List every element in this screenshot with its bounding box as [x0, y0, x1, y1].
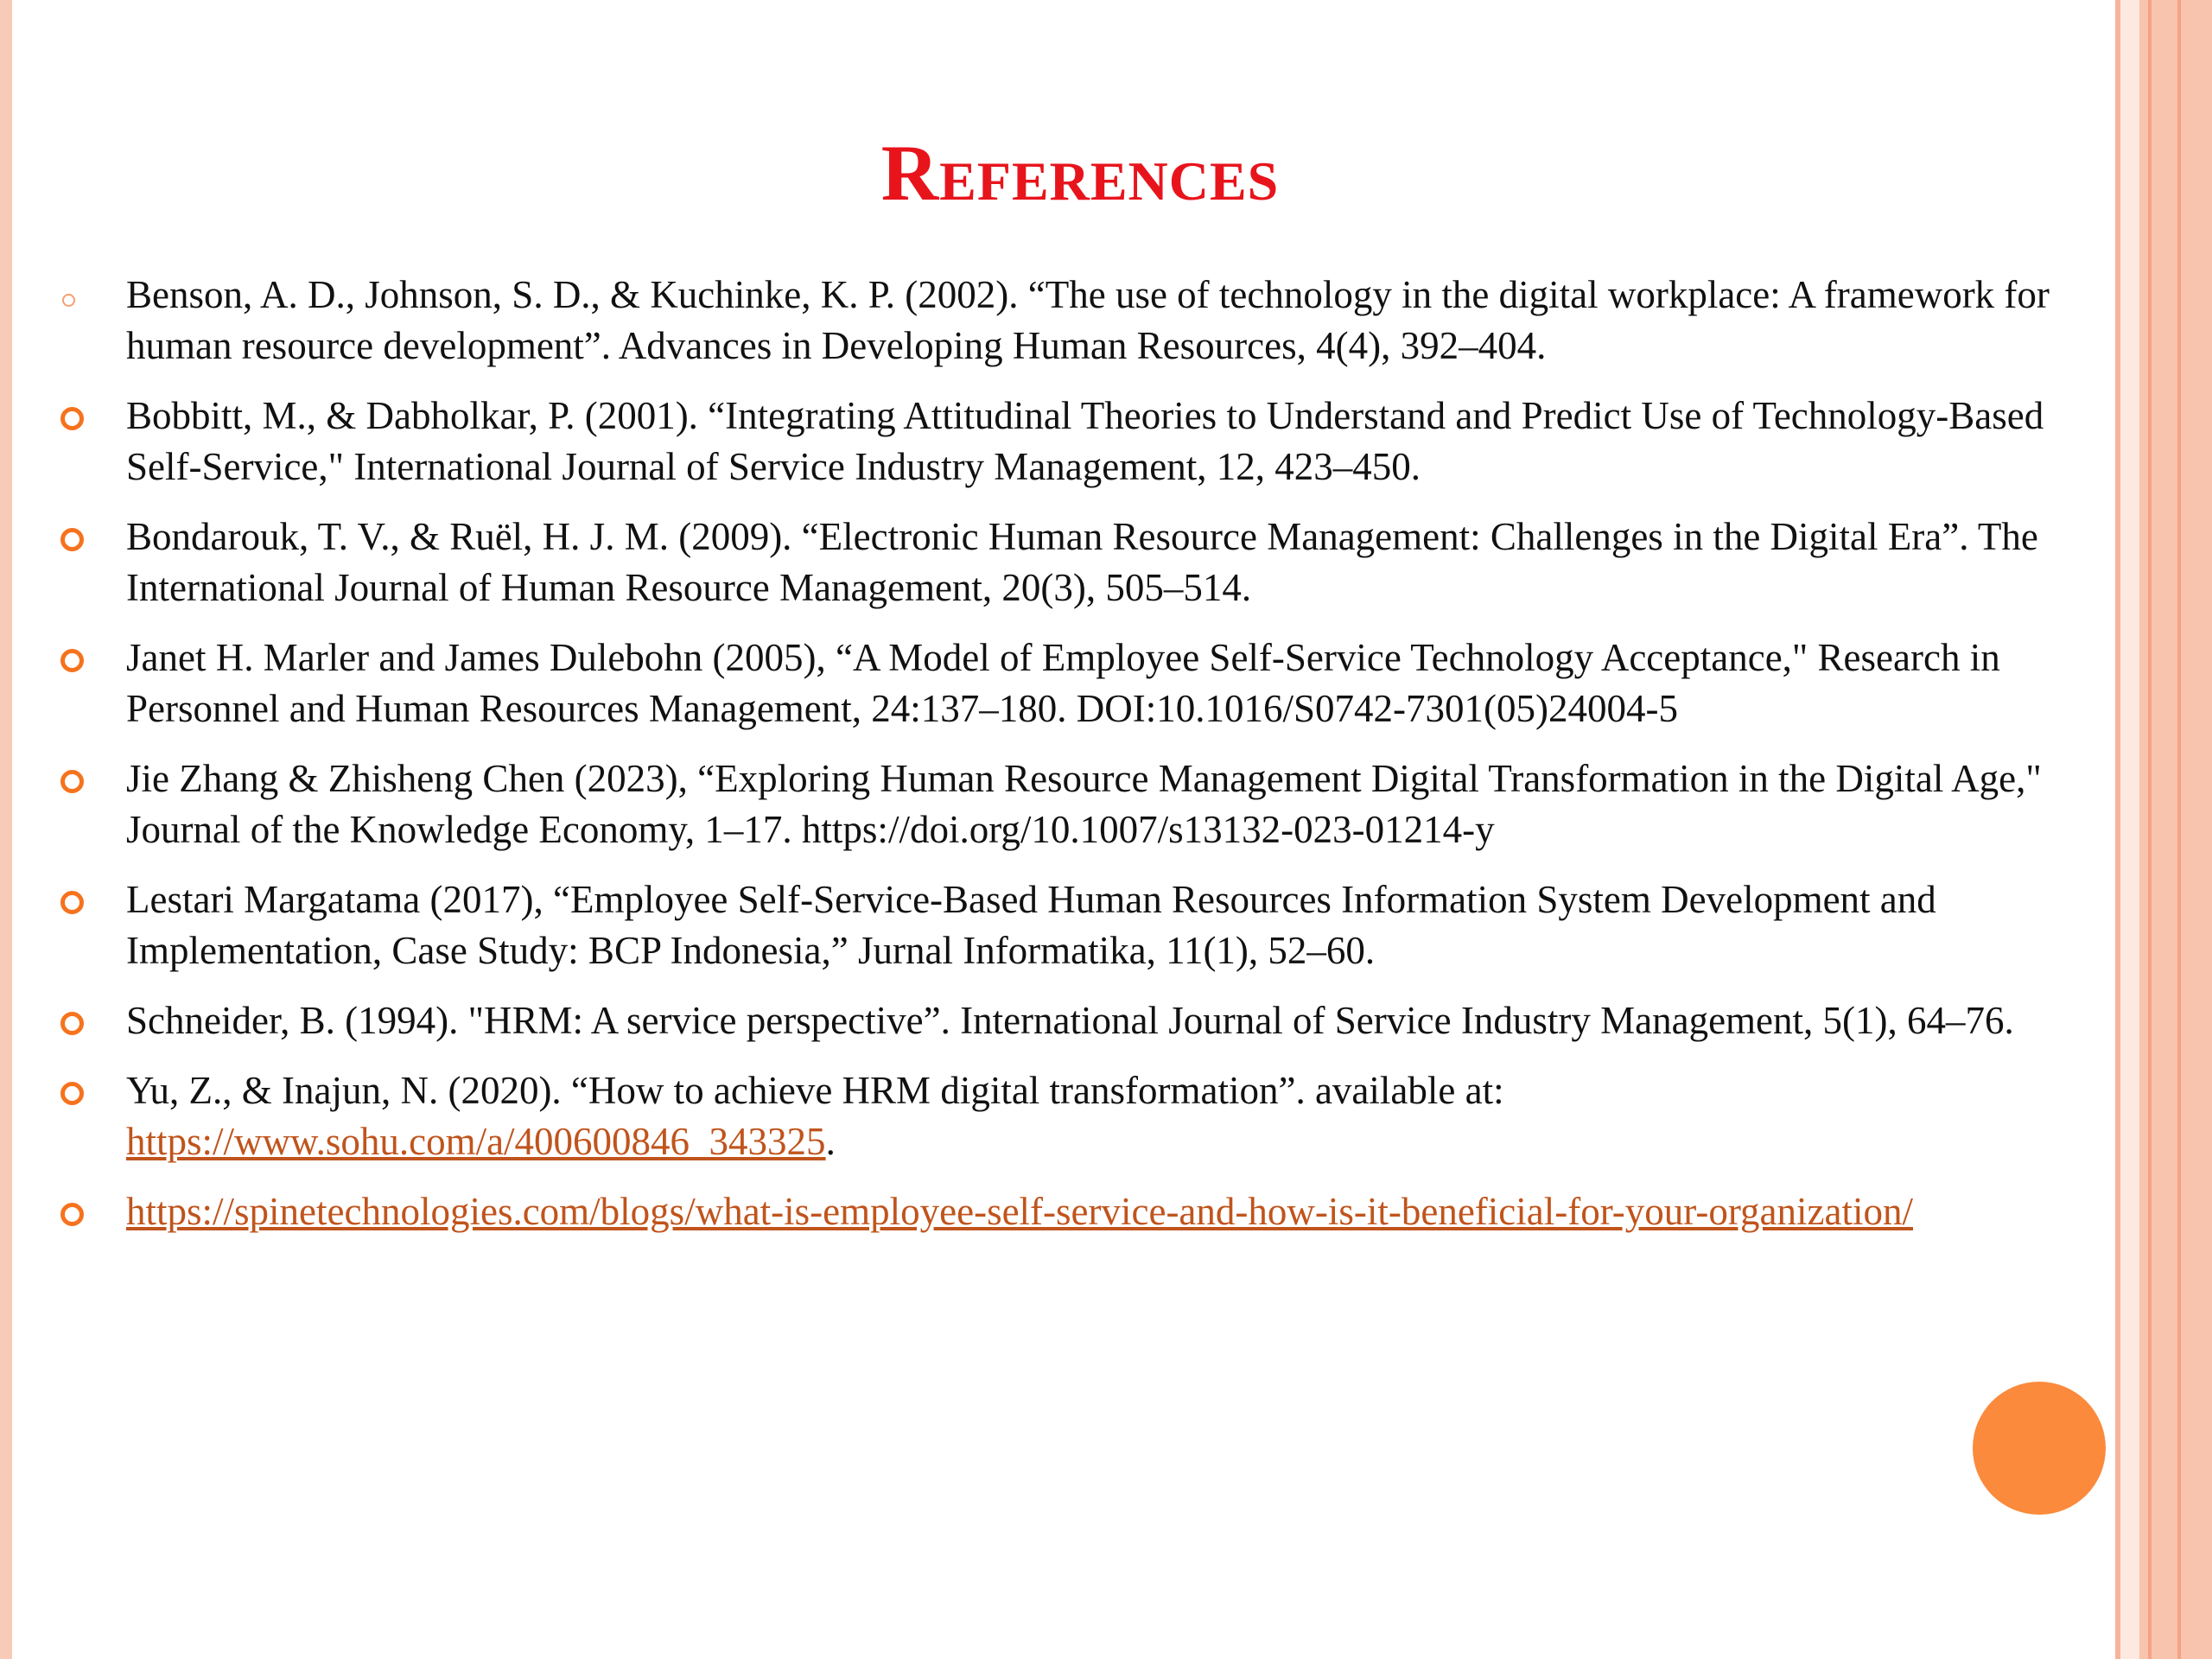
hollow-bullet-icon [60, 528, 84, 551]
reference-item [60, 512, 2091, 613]
reference-list [60, 270, 2091, 1256]
reference-text: Yu, Z., & Inajun, N. (2020). “How to achieve HRM digital transformation”. available at: [126, 1069, 1504, 1112]
reference-text: Benson, A. D., Johnson, S. D., & Kuchinke, K. P. (2002). “The use of technology in the digital workplace: A framework for human resource development”. Advances in Developing Human Resources, 4(4), 392–404. [126, 273, 2050, 367]
reference-item [60, 1186, 2091, 1237]
hollow-bullet-icon [60, 1082, 84, 1105]
hollow-bullet-icon [60, 407, 84, 430]
reference-item [60, 1065, 2091, 1167]
reference-text: Jie Zhang & Zhisheng Chen (2023), “Exploring Human Resource Management Digital Transformation in the Digital Age," Journal of the Knowledge Economy, 1–17. https://doi.org/10.1007/s13132-023-01214-y [126, 757, 2042, 851]
slide-title: References [880, 129, 1280, 217]
hollow-bullet-icon [60, 1203, 84, 1226]
left-border-stripe [0, 0, 12, 1659]
reference-item [60, 391, 2091, 493]
hollow-bullet-icon [60, 649, 84, 672]
hollow-bullet-icon [60, 1012, 84, 1035]
reference-tail: . [825, 1120, 836, 1163]
reference-link-spinetechnologies[interactable]: https://spinetechnologies.com/blogs/what-is-employee-self-service-and-how-is-it-beneficial-for-your-organization/ [126, 1190, 1913, 1233]
reference-text: Bobbitt, M., & Dabholkar, P. (2001). “Integrating Attitudinal Theories to Understand and Predict Use of Technology-Based Self-Service," International Journal of Service Industry Management, 12, 423–450. [126, 394, 2044, 488]
reference-item [60, 270, 2091, 372]
hollow-bullet-icon [60, 770, 84, 793]
hollow-bullet-icon [62, 294, 75, 307]
right-border-line-inner [2148, 0, 2152, 1659]
reference-item [60, 995, 2091, 1046]
reference-item [60, 753, 2091, 855]
reference-text: Schneider, B. (1994). "HRM: A service perspective”. International Journal of Service Industry Management, 5(1), 64–76. [126, 999, 2014, 1042]
reference-item [60, 632, 2091, 734]
decorative-orange-circle [1973, 1382, 2106, 1515]
right-border-line-outer [2177, 0, 2181, 1659]
reference-text: Bondarouk, T. V., & Ruël, H. J. M. (2009). “Electronic Human Resource Management: Challenges in the Digital Era”. The International Journal of Human Resource Management, 20(3), 505–514. [126, 515, 2038, 609]
reference-link-sohu[interactable]: https://www.sohu.com/a/400600846_343325 [126, 1120, 826, 1163]
right-border-band-light [2120, 0, 2139, 1659]
reference-text: Lestari Margatama (2017), “Employee Self-Service-Based Human Resources Information System Development and Implementation, Case Study: BCP Indonesia,” Jurnal Informatika, 11(1), 52–60. [126, 878, 1936, 972]
reference-text: Janet H. Marler and James Dulebohn (2005), “A Model of Employee Self-Service Technology Acceptance," Research in Personnel and Human Resources Management, 24:137–180. DOI:10.1016/S0742-7301(05)24004-5 [126, 636, 2000, 730]
hollow-bullet-icon [60, 891, 84, 914]
reference-item [60, 874, 2091, 976]
